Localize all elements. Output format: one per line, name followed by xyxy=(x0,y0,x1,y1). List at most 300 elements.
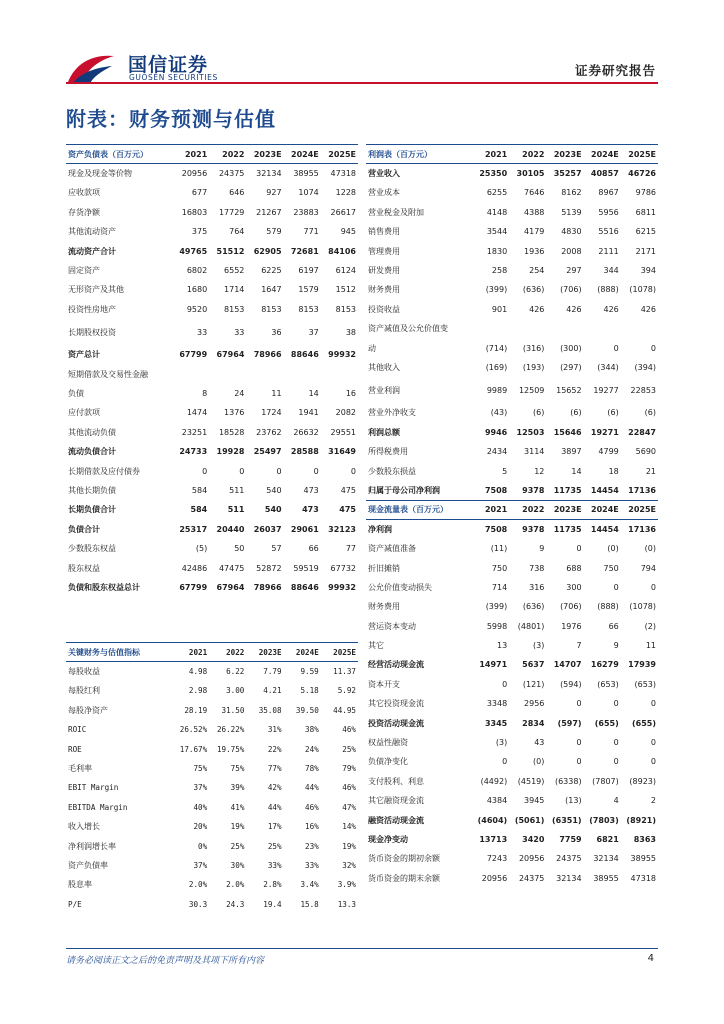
table-row xyxy=(366,713,658,732)
year-header: 2025E xyxy=(321,643,358,662)
table-row xyxy=(366,461,658,480)
table-row xyxy=(366,772,658,791)
cell-value: 41% xyxy=(230,802,245,812)
cell-value: 17136 xyxy=(628,524,656,534)
table-row xyxy=(66,558,358,577)
cell-value: 78% xyxy=(305,764,319,774)
cell-value: 2.98 xyxy=(188,686,208,696)
table-row xyxy=(66,261,358,280)
table-row xyxy=(66,203,358,222)
row-label: 其它投资现金流 xyxy=(368,699,424,709)
table-row xyxy=(66,701,358,720)
cell-value: 473 xyxy=(302,505,319,515)
cell-value: 7508 xyxy=(484,524,508,534)
year-header: 2022 xyxy=(209,643,246,662)
cell-value: 1512 xyxy=(335,285,356,295)
cell-value: 540 xyxy=(266,485,282,495)
cell-value: (0) xyxy=(533,757,545,767)
cell-value: 511 xyxy=(229,485,245,495)
cell-value: 0 xyxy=(613,738,619,748)
cell-value: 6255 xyxy=(486,188,508,198)
cell-value: 67799 xyxy=(179,582,208,592)
row-label: 权益性融资 xyxy=(368,738,408,748)
cell-value: 62905 xyxy=(253,246,282,256)
row-label: 长期负债合计 xyxy=(68,505,116,515)
row-label: 财务费用 xyxy=(368,285,400,295)
cell-value: 39.50 xyxy=(295,705,319,715)
year-header: 2022 xyxy=(509,500,546,519)
table-row xyxy=(366,830,658,849)
table-row xyxy=(366,791,658,810)
cell-value: 4799 xyxy=(598,447,619,457)
cell-value: 7646 xyxy=(524,188,545,198)
row-label: 投资收益 xyxy=(368,304,400,314)
cell-value: 1376 xyxy=(224,408,245,418)
cell-value: (714) xyxy=(485,343,508,353)
cell-value: 6225 xyxy=(261,266,282,276)
cell-value: (4492) xyxy=(480,776,508,786)
row-label: 负债合计 xyxy=(68,524,100,534)
cell-value: 0 xyxy=(502,757,508,767)
cell-value: 8162 xyxy=(561,188,582,198)
balance-sheet-table xyxy=(66,144,358,597)
cell-value: 5139 xyxy=(561,207,582,217)
cell-value: (7803) xyxy=(589,815,619,825)
cell-value: 78966 xyxy=(253,350,282,360)
cell-value: 8363 xyxy=(633,834,656,844)
row-label: 营业外净收支 xyxy=(368,408,416,418)
cell-value: 9378 xyxy=(522,524,545,534)
cell-value: 17729 xyxy=(218,207,245,217)
row-label: 毛利率 xyxy=(68,764,92,774)
cell-value: 2.0% xyxy=(188,880,208,890)
cell-value: 44.95 xyxy=(333,705,356,715)
cell-value: 3897 xyxy=(561,447,582,457)
cell-value: 99932 xyxy=(328,582,356,592)
balance-sheet-header-row xyxy=(66,145,358,164)
cell-value: 72681 xyxy=(290,246,319,256)
cell-value: 11.37 xyxy=(333,667,356,677)
cell-value: 677 xyxy=(191,188,208,198)
table-row xyxy=(366,810,658,829)
row-label: 其它 xyxy=(368,641,384,651)
cell-value: 6552 xyxy=(224,266,245,276)
key-metrics-header-row xyxy=(66,643,358,662)
cell-value: 0 xyxy=(613,343,619,353)
cell-value xyxy=(246,364,283,383)
cell-value: 35257 xyxy=(553,169,582,179)
cell-value: 0 xyxy=(650,757,656,767)
year-header: 2021 xyxy=(172,145,209,164)
row-label: 销售费用 xyxy=(368,227,400,237)
cell-value: 3.00 xyxy=(226,686,245,696)
cell-value: 738 xyxy=(529,563,545,573)
cell-value: (655) xyxy=(631,718,656,728)
cell-value: (8923) xyxy=(629,776,656,786)
row-label: 营业利润 xyxy=(368,385,400,395)
cell-value: 32% xyxy=(342,860,356,870)
year-header: 2021 xyxy=(472,145,509,164)
cell-value xyxy=(509,319,546,338)
cell-value: 21267 xyxy=(256,207,282,217)
cell-value: (43) xyxy=(490,408,508,418)
cell-value: 3348 xyxy=(486,699,508,709)
key-metrics-title: 关键财务与估值指标 xyxy=(66,643,172,662)
cell-value: 20440 xyxy=(216,524,245,534)
balance-sheet-title: 资产负债表（百万元） xyxy=(66,145,172,164)
cell-value: 5.92 xyxy=(337,686,356,696)
cell-value: 7.79 xyxy=(263,667,282,677)
cell-value: 17.67% xyxy=(179,744,208,754)
table-row xyxy=(366,481,658,500)
row-label: 短期借款及交易性金融 xyxy=(68,369,148,379)
cell-value: 38955 xyxy=(630,854,656,864)
cell-value: 794 xyxy=(640,563,656,573)
year-header: 2021 xyxy=(472,500,509,519)
cell-value: 0% xyxy=(198,841,208,851)
cell-value: (344) xyxy=(597,362,619,372)
cell-value: 26037 xyxy=(253,524,282,534)
cell-value xyxy=(284,364,321,383)
row-label: 应付款项 xyxy=(68,408,100,418)
cell-value: (3) xyxy=(533,641,545,651)
cell-value: 20956 xyxy=(481,873,508,883)
cell-value: 1724 xyxy=(261,408,282,418)
cell-value xyxy=(546,319,583,338)
cell-value: 22853 xyxy=(630,385,656,395)
row-label: 其他长期负债 xyxy=(68,485,116,495)
cell-value: 7 xyxy=(576,641,582,651)
cell-value: 1647 xyxy=(261,285,282,295)
cell-value: 33 xyxy=(234,327,245,337)
cell-value: 17% xyxy=(267,822,282,832)
cell-value: 1936 xyxy=(524,246,545,256)
cell-value: 2171 xyxy=(635,246,656,256)
cell-value: 15.8 xyxy=(300,899,319,909)
cell-value: (11) xyxy=(490,544,508,554)
cell-value: 426 xyxy=(529,304,545,314)
cell-value: 46% xyxy=(305,802,319,812)
table-row xyxy=(366,377,658,403)
cell-value: 1680 xyxy=(186,285,208,295)
cell-value: 7243 xyxy=(486,854,508,864)
table-row xyxy=(66,461,358,480)
table-row xyxy=(66,280,358,299)
cell-value: 6124 xyxy=(335,266,356,276)
cell-value: (706) xyxy=(560,602,582,612)
cell-value: 4148 xyxy=(486,207,508,217)
row-label: ROIC xyxy=(68,725,87,735)
cell-value: 14454 xyxy=(590,524,619,534)
row-label: 其他流动资产 xyxy=(68,227,116,237)
row-label: 流动负债合计 xyxy=(68,447,116,457)
cell-value: 7759 xyxy=(559,834,582,844)
cell-value: 46% xyxy=(342,783,356,793)
cell-value: 4388 xyxy=(524,207,545,217)
cell-value: 77% xyxy=(267,764,282,774)
row-label: 少数股东损益 xyxy=(368,466,416,476)
cell-value: 25317 xyxy=(179,524,208,534)
table-row xyxy=(66,164,358,183)
table-row xyxy=(366,655,658,674)
cell-value: 30% xyxy=(230,860,245,870)
year-header: 2022 xyxy=(509,145,546,164)
row-label: 资产负债率 xyxy=(68,860,108,870)
cell-value: 9946 xyxy=(484,427,508,437)
row-label: 货币资金的期末余额 xyxy=(368,873,440,883)
guosen-logo-icon xyxy=(66,52,116,86)
report-type-label: 证券研究报告 xyxy=(574,63,656,78)
year-header: 2024E xyxy=(284,145,321,164)
cell-value: (636) xyxy=(522,602,545,612)
cell-value: 14454 xyxy=(590,485,619,495)
table-row xyxy=(66,423,358,442)
cell-value: (316) xyxy=(522,343,545,353)
cell-value: 16 xyxy=(345,388,356,398)
row-label: 其它融资现金流 xyxy=(368,796,424,806)
cell-value: 51512 xyxy=(216,246,245,256)
cell-value: (1078) xyxy=(629,285,656,295)
cell-value: 32134 xyxy=(593,854,619,864)
cell-value: 31% xyxy=(267,725,282,735)
cell-value: (2) xyxy=(644,621,656,631)
cell-value: 344 xyxy=(603,266,619,276)
cell-value: 24375 xyxy=(518,873,545,883)
table-row xyxy=(66,241,358,260)
cell-value: 66 xyxy=(308,544,319,554)
cell-value: 37 xyxy=(308,327,319,337)
cell-value: 9 xyxy=(539,544,545,554)
cell-value: 5.18 xyxy=(300,686,319,696)
row-label: 管理费用 xyxy=(368,246,400,256)
cell-value: 15646 xyxy=(553,427,582,437)
cell-value: 31.50 xyxy=(221,705,245,715)
cell-value: 4 xyxy=(613,796,619,806)
table-row xyxy=(66,442,358,461)
table-row xyxy=(366,261,658,280)
table-row xyxy=(366,539,658,558)
cell-value: 375 xyxy=(191,227,208,237)
cell-value: 579 xyxy=(266,227,282,237)
cell-value: 75% xyxy=(230,764,245,774)
cell-value: (706) xyxy=(560,285,582,295)
cell-value: 6802 xyxy=(186,266,208,276)
cell-value: 23762 xyxy=(256,427,282,437)
cell-value: (297) xyxy=(560,362,582,372)
cell-value: 2434 xyxy=(486,447,508,457)
cell-value: 584 xyxy=(190,505,208,515)
cell-value: 15652 xyxy=(556,385,582,395)
cell-value: 4830 xyxy=(561,227,582,237)
cell-value: 37% xyxy=(193,783,208,793)
cell-value: 7508 xyxy=(484,485,508,495)
row-label: 折旧摊销 xyxy=(368,563,400,573)
cell-value: 2 xyxy=(650,796,656,806)
cell-value: 79% xyxy=(342,764,356,774)
table-row xyxy=(366,675,658,694)
table-row xyxy=(66,720,358,739)
row-label: 资产减值准备 xyxy=(368,544,416,554)
cell-value: 78966 xyxy=(253,582,282,592)
cell-value: 43 xyxy=(534,738,545,748)
cell-value: 38955 xyxy=(593,873,619,883)
cell-value: 426 xyxy=(640,304,656,314)
logo-english-name: GUOSEN SECURITIES xyxy=(129,73,218,82)
cell-value: 31649 xyxy=(328,447,356,457)
cell-value: 1579 xyxy=(298,285,319,295)
cell-value: 25497 xyxy=(253,447,282,457)
cell-value: (0) xyxy=(644,544,656,554)
cell-value: 32134 xyxy=(556,873,582,883)
cell-value: 3114 xyxy=(524,447,545,457)
row-label: 财务费用 xyxy=(368,602,400,612)
row-label: 收入增长 xyxy=(68,822,100,832)
year-header: 2023E xyxy=(546,500,583,519)
cell-value: 25% xyxy=(267,841,282,851)
row-label: 固定资产 xyxy=(68,266,100,276)
table-row xyxy=(366,520,658,539)
cell-value: 42% xyxy=(267,783,282,793)
row-label: ROE xyxy=(68,744,82,754)
cell-value: 24375 xyxy=(556,854,582,864)
cell-value: 8 xyxy=(202,388,208,398)
cell-value: 84106 xyxy=(328,246,356,256)
table-row xyxy=(66,520,358,539)
cell-value: 46% xyxy=(342,725,356,735)
cell-value: 11 xyxy=(645,641,656,651)
cell-value: 8153 xyxy=(224,304,245,314)
footer-disclaimer: 请务必阅读正文之后的免责声明及其项下所有内容 xyxy=(66,956,265,966)
cell-value: 24.3 xyxy=(226,899,245,909)
income-statement-title: 利润表（百万元） xyxy=(366,145,472,164)
cell-value: 19928 xyxy=(216,447,245,457)
table-row xyxy=(366,636,658,655)
row-label: 净利润 xyxy=(368,524,392,534)
cell-value: 66 xyxy=(608,621,619,631)
year-header: 2021 xyxy=(172,643,209,662)
cell-value xyxy=(472,319,509,338)
cell-value: 0 xyxy=(576,738,582,748)
cell-value: 23251 xyxy=(181,427,208,437)
row-label: 资本开支 xyxy=(368,679,400,689)
cell-value: 945 xyxy=(340,227,356,237)
cell-value: 33 xyxy=(197,327,208,337)
cell-value: 38955 xyxy=(293,169,319,179)
table-row xyxy=(366,280,658,299)
year-header: 2022 xyxy=(209,145,246,164)
cell-value: 9520 xyxy=(186,304,208,314)
cell-value: 26.22% xyxy=(216,725,245,735)
row-label: 流动资产合计 xyxy=(68,246,116,256)
table-row xyxy=(66,403,358,422)
row-label: 融资活动现金流 xyxy=(368,815,424,825)
table-row xyxy=(66,856,358,875)
year-header: 2023E xyxy=(246,145,283,164)
row-label: 净利润增长率 xyxy=(68,841,116,851)
cell-value: 13 xyxy=(497,641,508,651)
cell-value: 5516 xyxy=(598,227,619,237)
row-label: 负债和股东权益总计 xyxy=(68,582,140,592)
cell-value: 1474 xyxy=(186,408,208,418)
cell-value: 25% xyxy=(230,841,245,851)
page-header xyxy=(0,0,724,92)
cell-value: (394) xyxy=(634,362,656,372)
cell-value: (399) xyxy=(485,285,508,295)
row-label: 负债净变化 xyxy=(368,757,408,767)
cell-value: 714 xyxy=(491,582,508,592)
logo-chinese-name: 国信证券 xyxy=(128,54,209,76)
cell-value: 39% xyxy=(230,783,245,793)
cell-value: 646 xyxy=(229,188,245,198)
cell-value: 8153 xyxy=(261,304,282,314)
cell-value: (5061) xyxy=(514,815,545,825)
table-row xyxy=(66,681,358,700)
cell-value: 771 xyxy=(303,227,319,237)
cell-value: 12503 xyxy=(516,427,545,437)
row-label: 少数股东权益 xyxy=(68,544,116,554)
row-label: 每股收益 xyxy=(68,667,100,677)
cell-value: 16% xyxy=(305,822,319,832)
cell-value: 0 xyxy=(576,699,582,709)
row-label: 负债 xyxy=(68,388,84,398)
cell-value: 88646 xyxy=(290,350,319,360)
table-row xyxy=(366,403,658,422)
cell-value: 67799 xyxy=(179,350,208,360)
table-row xyxy=(366,164,658,183)
table-row xyxy=(66,836,358,855)
cell-value: 11735 xyxy=(553,485,582,495)
cell-value: 52872 xyxy=(256,563,282,573)
cell-value: 5998 xyxy=(486,621,508,631)
cell-value: 3345 xyxy=(484,718,508,728)
page-number: 4 xyxy=(647,953,654,964)
cell-value: 24% xyxy=(305,744,319,754)
cell-value: 67732 xyxy=(330,563,356,573)
cell-value: 2.0% xyxy=(226,880,245,890)
header-divider xyxy=(66,82,658,84)
table-row xyxy=(366,752,658,771)
cell-value: 297 xyxy=(566,266,582,276)
cell-value: 20956 xyxy=(181,169,208,179)
row-label: 营业收入 xyxy=(368,169,400,179)
cell-value: 42486 xyxy=(181,563,208,573)
cell-value: 2956 xyxy=(524,699,545,709)
cell-value: 19277 xyxy=(593,385,619,395)
cash-flow-header-row xyxy=(366,500,658,519)
cell-value: 20% xyxy=(193,822,208,832)
cell-value: 40% xyxy=(193,802,208,812)
table-row xyxy=(366,578,658,597)
cell-value xyxy=(321,364,358,383)
table-row xyxy=(366,300,658,319)
cell-value: 4384 xyxy=(486,796,508,806)
cell-value: (4604) xyxy=(477,815,508,825)
row-label: P/E xyxy=(68,899,82,909)
cell-value: 394 xyxy=(640,266,656,276)
cell-value: 300 xyxy=(566,582,582,592)
cell-value: 2008 xyxy=(561,246,582,256)
cell-value: (888) xyxy=(597,285,619,295)
cell-value: 0 xyxy=(313,466,319,476)
cell-value: 24375 xyxy=(218,169,245,179)
table-row xyxy=(66,500,358,519)
cell-value: 511 xyxy=(227,505,245,515)
year-header: 2023E xyxy=(246,643,283,662)
cell-value: 1830 xyxy=(486,246,508,256)
cell-value: 5956 xyxy=(598,207,619,217)
table-row xyxy=(366,694,658,713)
row-label: 现金及现金等价物 xyxy=(68,169,132,179)
